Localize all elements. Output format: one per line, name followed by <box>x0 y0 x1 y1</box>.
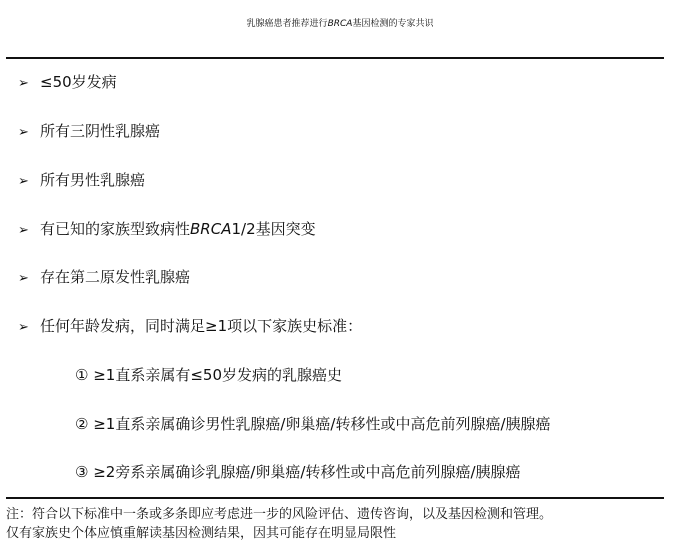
criteria-item-text: 所有三阴性乳腺癌 <box>40 122 161 140</box>
criteria-item-text-prefix: 有已知的家族型致病性 <box>40 220 191 238</box>
footnote-line-1: 注：符合以下标准中一条或多条即应考虑进一步的风险评估、遗传咨询，以及基因检测和管理。 <box>6 507 553 522</box>
criteria-item-text: ≤50岁发病 <box>40 73 117 91</box>
criteria-item-family-mutation <box>18 218 316 242</box>
arrow-bullet-icon: ➢ <box>18 76 29 91</box>
family-criterion-2 <box>75 413 551 435</box>
page-title <box>0 10 680 38</box>
criteria-item-text: 任何年龄发病，同时满足≥1项以下家族史标准： <box>40 317 363 335</box>
criteria-item-male <box>18 169 145 193</box>
arrow-bullet-icon: ➢ <box>18 320 29 335</box>
title-gene: BRCA <box>327 19 353 29</box>
criteria-item-age <box>18 71 117 95</box>
arrow-bullet-icon: ➢ <box>18 223 29 238</box>
family-criterion-text: ≥1直系亲属确诊男性乳腺癌/卵巢癌/转移性或中高危前列腺癌/胰腺癌 <box>93 415 551 433</box>
family-criterion-text: ≥1直系亲属有≤50岁发病的乳腺癌史 <box>93 366 343 384</box>
bottom-divider <box>6 497 664 499</box>
arrow-bullet-icon: ➢ <box>18 271 29 286</box>
criteria-item-second-primary <box>18 266 190 290</box>
family-criterion-text: ≥2旁系亲属确诊乳腺癌/卵巢癌/转移性或中高危前列腺癌/胰腺癌 <box>93 463 521 481</box>
criteria-item-triple-negative <box>18 120 160 144</box>
criteria-item-text: 存在第二原发性乳腺癌 <box>40 268 191 286</box>
footnote-line-2: 仅有家族史个体应慎重解读基因检测结果，因其可能存在明显局限性 <box>6 526 397 541</box>
family-criterion-3 <box>75 461 521 483</box>
arrow-bullet-icon: ➢ <box>18 125 29 140</box>
footnote <box>6 505 674 543</box>
circled-number-marker: ② <box>75 415 89 433</box>
family-criterion-1 <box>75 364 342 386</box>
criteria-item-text-suffix: 1/2基因突变 <box>231 220 316 238</box>
title-suffix: 基因检测的专家共识 <box>352 19 434 29</box>
criteria-item-text: 所有男性乳腺癌 <box>40 171 146 189</box>
circled-number-marker: ③ <box>75 463 89 481</box>
title-prefix: 乳腺癌患者推荐进行 <box>246 19 328 29</box>
criteria-item-gene: BRCA <box>190 220 232 238</box>
arrow-bullet-icon: ➢ <box>18 174 29 189</box>
circled-number-marker: ① <box>75 366 89 384</box>
top-divider <box>6 57 664 59</box>
criteria-item-any-age-family <box>18 315 362 339</box>
